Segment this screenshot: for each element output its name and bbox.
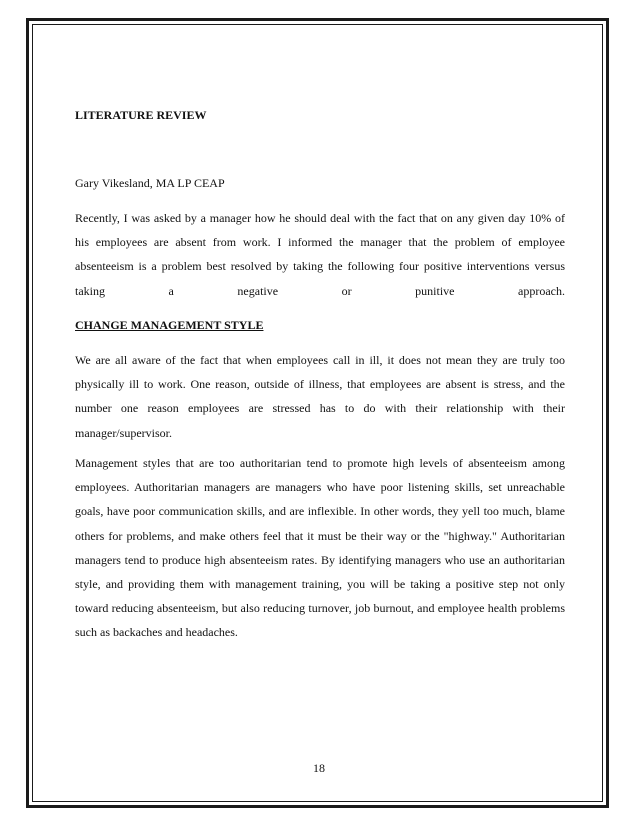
- stress-paragraph: We are all aware of the fact that when employees call in ill, it does not mean they are truly too physically ill to work. One reason, outside of illness, that employees are absent is stress, and the number one reason employees are stressed has to do with their relationship with their manager/supervisor.: [75, 353, 565, 440]
- change-management-heading: CHANGE MANAGEMENT STYLE: [75, 318, 264, 332]
- management-styles-paragraph: Management styles that are too authoritarian tend to promote high levels of absenteeism among employees. Authoritarian managers are managers who have poor listening skills, set unreachable goals, have poor communication skills, and are inflexible. In other words, they yell too much, blame others for problems, and make others feel that it must be their way or the "highway." Authoritarian managers tend to produce high absenteeism rates. By identifying managers who use an authoritarian style, and providing them with management training, you will be taking a positive step not only toward reducing absenteeism, but also reducing turnover, job burnout, and employee health problems such as backaches and headaches.: [75, 456, 565, 640]
- literature-review-heading: LITERATURE REVIEW: [75, 108, 207, 122]
- intro-paragraph: Recently, I was asked by a manager how he should deal with the fact that on any given day 10% of his employees are absent from work. I informed the manager that the problem of employee absenteeism is a problem best resolved by taking the following four positive interventions versus taking a negative or punitive approach.: [75, 211, 565, 298]
- page-number: 18: [313, 761, 325, 775]
- author-line: Gary Vikesland, MA LP CEAP: [75, 176, 225, 190]
